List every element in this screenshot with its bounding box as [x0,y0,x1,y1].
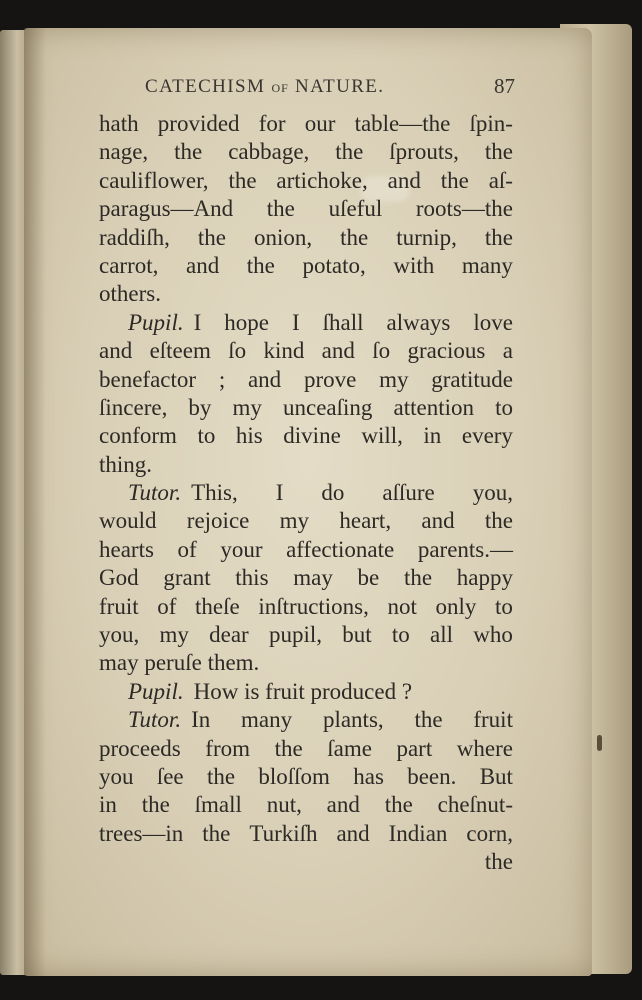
text-line [99,649,513,677]
word: gracious [407,338,486,364]
word: for [258,111,286,136]
word: Turkiſh [249,820,318,846]
word: of [157,593,177,619]
word: benefactor [99,366,197,392]
word: who [473,622,513,648]
line-text [99,791,513,819]
speaker-name: Tutor. [128,480,182,506]
speaker-name: Pupil. [128,309,184,335]
catchword-line [99,848,513,876]
word: carrot, [99,252,159,278]
dialogue-line [99,479,513,507]
line-text [99,621,513,649]
word: my [379,366,409,392]
word: and [326,792,360,818]
word: and [387,167,421,193]
word: conform [99,423,177,449]
word: onion, [253,224,313,250]
word: you, [472,480,513,506]
word: with [393,252,435,278]
word: gratitude [431,366,513,392]
text-line [99,451,513,479]
text-line [99,763,513,791]
word: not [387,593,417,619]
text-line [99,167,513,195]
line-text [99,564,513,592]
word: a [502,338,513,364]
word: my [232,394,262,420]
word: the [274,735,303,761]
word: every [461,423,513,449]
word: divine [283,423,341,449]
word: has [353,763,384,789]
word: eſteem [149,338,211,364]
word: I [193,309,202,335]
word: theſe [195,593,240,619]
line-text: others. [99,281,161,307]
word: the [440,167,469,193]
line-text: How is fruit produced ? [193,678,413,704]
word: of [177,536,197,562]
word: the [206,763,236,789]
word: his [235,423,263,449]
line-text: thing. [99,451,153,477]
text-line [99,110,513,138]
word: affectionate [286,536,395,562]
word: bloſſom [258,763,330,789]
word: This, [191,480,238,506]
word: the [174,139,203,165]
word: cheſnut- [437,792,513,818]
text-line [99,593,513,621]
text-line [99,820,513,848]
word: God [99,565,139,591]
word: from [205,735,251,761]
word: the [403,565,433,591]
running-header [145,76,515,104]
line-text: may peruſe them. [99,650,260,676]
dialogue-line [99,706,513,734]
text-line [99,366,513,394]
word: the [414,707,443,733]
word: in [99,792,117,818]
word: roots—the [415,196,513,222]
word: and [336,820,370,846]
word: but [342,622,372,648]
line-text [99,422,513,450]
word: love [473,309,513,335]
word: the [340,224,369,250]
word: ſincere, [99,394,168,420]
line-text [99,763,513,791]
word: uſeful [328,196,383,222]
word: kind [263,338,305,364]
word: the [246,252,275,278]
word: you [99,763,134,789]
word: the [484,508,513,534]
line-text [99,110,513,138]
body-text [99,110,513,877]
word: fruit [473,707,513,733]
word: grant [163,565,211,591]
page-number: 87 [494,74,515,98]
word: would [99,508,157,534]
word: the [197,224,226,250]
text-line [99,536,513,564]
paper-damage [597,735,602,751]
word: do [321,480,345,506]
word: corn, [466,820,513,846]
word: the [141,792,170,818]
line-text [191,479,513,507]
word: and [99,338,133,364]
text-line [99,195,513,223]
word: fruit [99,593,139,619]
word: all [430,622,454,648]
line-text [99,593,513,621]
text-line [99,138,513,166]
word: prove [303,366,357,392]
word: ſee [156,763,184,789]
word: pupil, [268,622,322,648]
word: in [423,423,442,449]
word: attention [393,394,474,420]
dialogue-line [99,678,513,706]
word: happy [456,565,513,591]
word: my [279,508,310,534]
text-line [99,394,513,422]
line-text [99,394,513,422]
word: plants, [322,707,384,733]
word: to [391,622,410,648]
word: I [291,309,300,335]
word: to [495,394,513,420]
word: my [159,622,189,648]
word: will, [361,423,403,449]
word: always [386,309,451,335]
line-text [99,337,513,365]
text-line [99,337,513,365]
word: artichoke, [276,167,368,193]
word: potato, [302,252,366,278]
dialogue-line [99,309,513,337]
word: ſo [228,338,247,364]
word: I [275,480,284,506]
word: and [321,338,355,364]
line-text [99,252,513,280]
line-text [99,820,513,848]
word: ſhall [322,309,364,335]
word: many [241,707,293,733]
word: be [357,565,380,591]
word: heart, [339,508,392,534]
word: rejoice [186,508,250,534]
word: Indian [388,820,448,846]
word: provided [157,111,240,136]
word: ; [218,366,226,392]
word: you, [99,622,140,648]
word: many [461,252,513,278]
word: ſmall [194,792,242,818]
word: our [304,111,336,136]
line-text [194,309,513,337]
word: paragus—And [99,196,234,222]
text-line [99,735,513,763]
word: ſpin- [469,111,513,136]
word: nut, [266,792,302,818]
word: part [396,735,433,761]
word: been. [407,763,457,789]
word: aſſure [382,480,435,506]
word: cauliflower, [99,167,209,193]
text-line [99,224,513,252]
word: raddiſh, [99,224,170,250]
text-line [99,280,513,308]
word: dear [209,622,249,648]
word: table—the [354,111,451,136]
speaker-name: Pupil. [128,678,184,704]
line-text [99,507,513,535]
catchword: the [484,849,513,875]
text-line [99,252,513,280]
word: proceeds [99,735,181,761]
word: where [456,735,513,761]
word: may [293,565,333,591]
word: hath [99,111,139,136]
word: the [484,224,513,250]
word: ſo [372,338,391,364]
line-text [99,735,513,763]
word: and [185,252,220,278]
word: turnip, [396,224,457,250]
word: nage, [99,139,149,165]
line-text [99,536,513,564]
word: ſprouts, [389,139,459,165]
word: In [191,707,211,733]
word: to [197,423,216,449]
word: this [235,565,269,591]
word: trees—in [99,820,184,846]
text-line [99,621,513,649]
line-text [191,706,513,734]
word: to [495,593,513,619]
word: the [484,139,513,165]
speaker-name: Tutor. [128,707,182,733]
word: But [479,763,513,789]
word: aſ- [488,167,513,193]
word: ſame [327,735,372,761]
word: only [435,593,477,619]
word: and [421,508,455,534]
word: the [335,139,364,165]
word: unceaſing [283,394,373,420]
text-line [99,564,513,592]
word: the [228,167,257,193]
line-text [99,366,513,394]
word: by [188,394,212,420]
text-line [99,507,513,535]
running-title: CATECHISM OF NATURE. [145,76,385,97]
line-text [99,224,513,252]
word: inſtructions, [258,593,369,619]
word: and [247,366,282,392]
word: cabbage, [228,139,310,165]
line-text [99,195,513,223]
text-line [99,791,513,819]
word: the [266,196,295,222]
line-text [99,138,513,166]
word: the [202,820,231,846]
text-line [99,422,513,450]
word: your [220,536,263,562]
word: hope [224,309,269,335]
word: the [384,792,413,818]
word: hearts [99,536,154,562]
line-text [99,167,513,195]
word: parents.— [417,536,513,562]
